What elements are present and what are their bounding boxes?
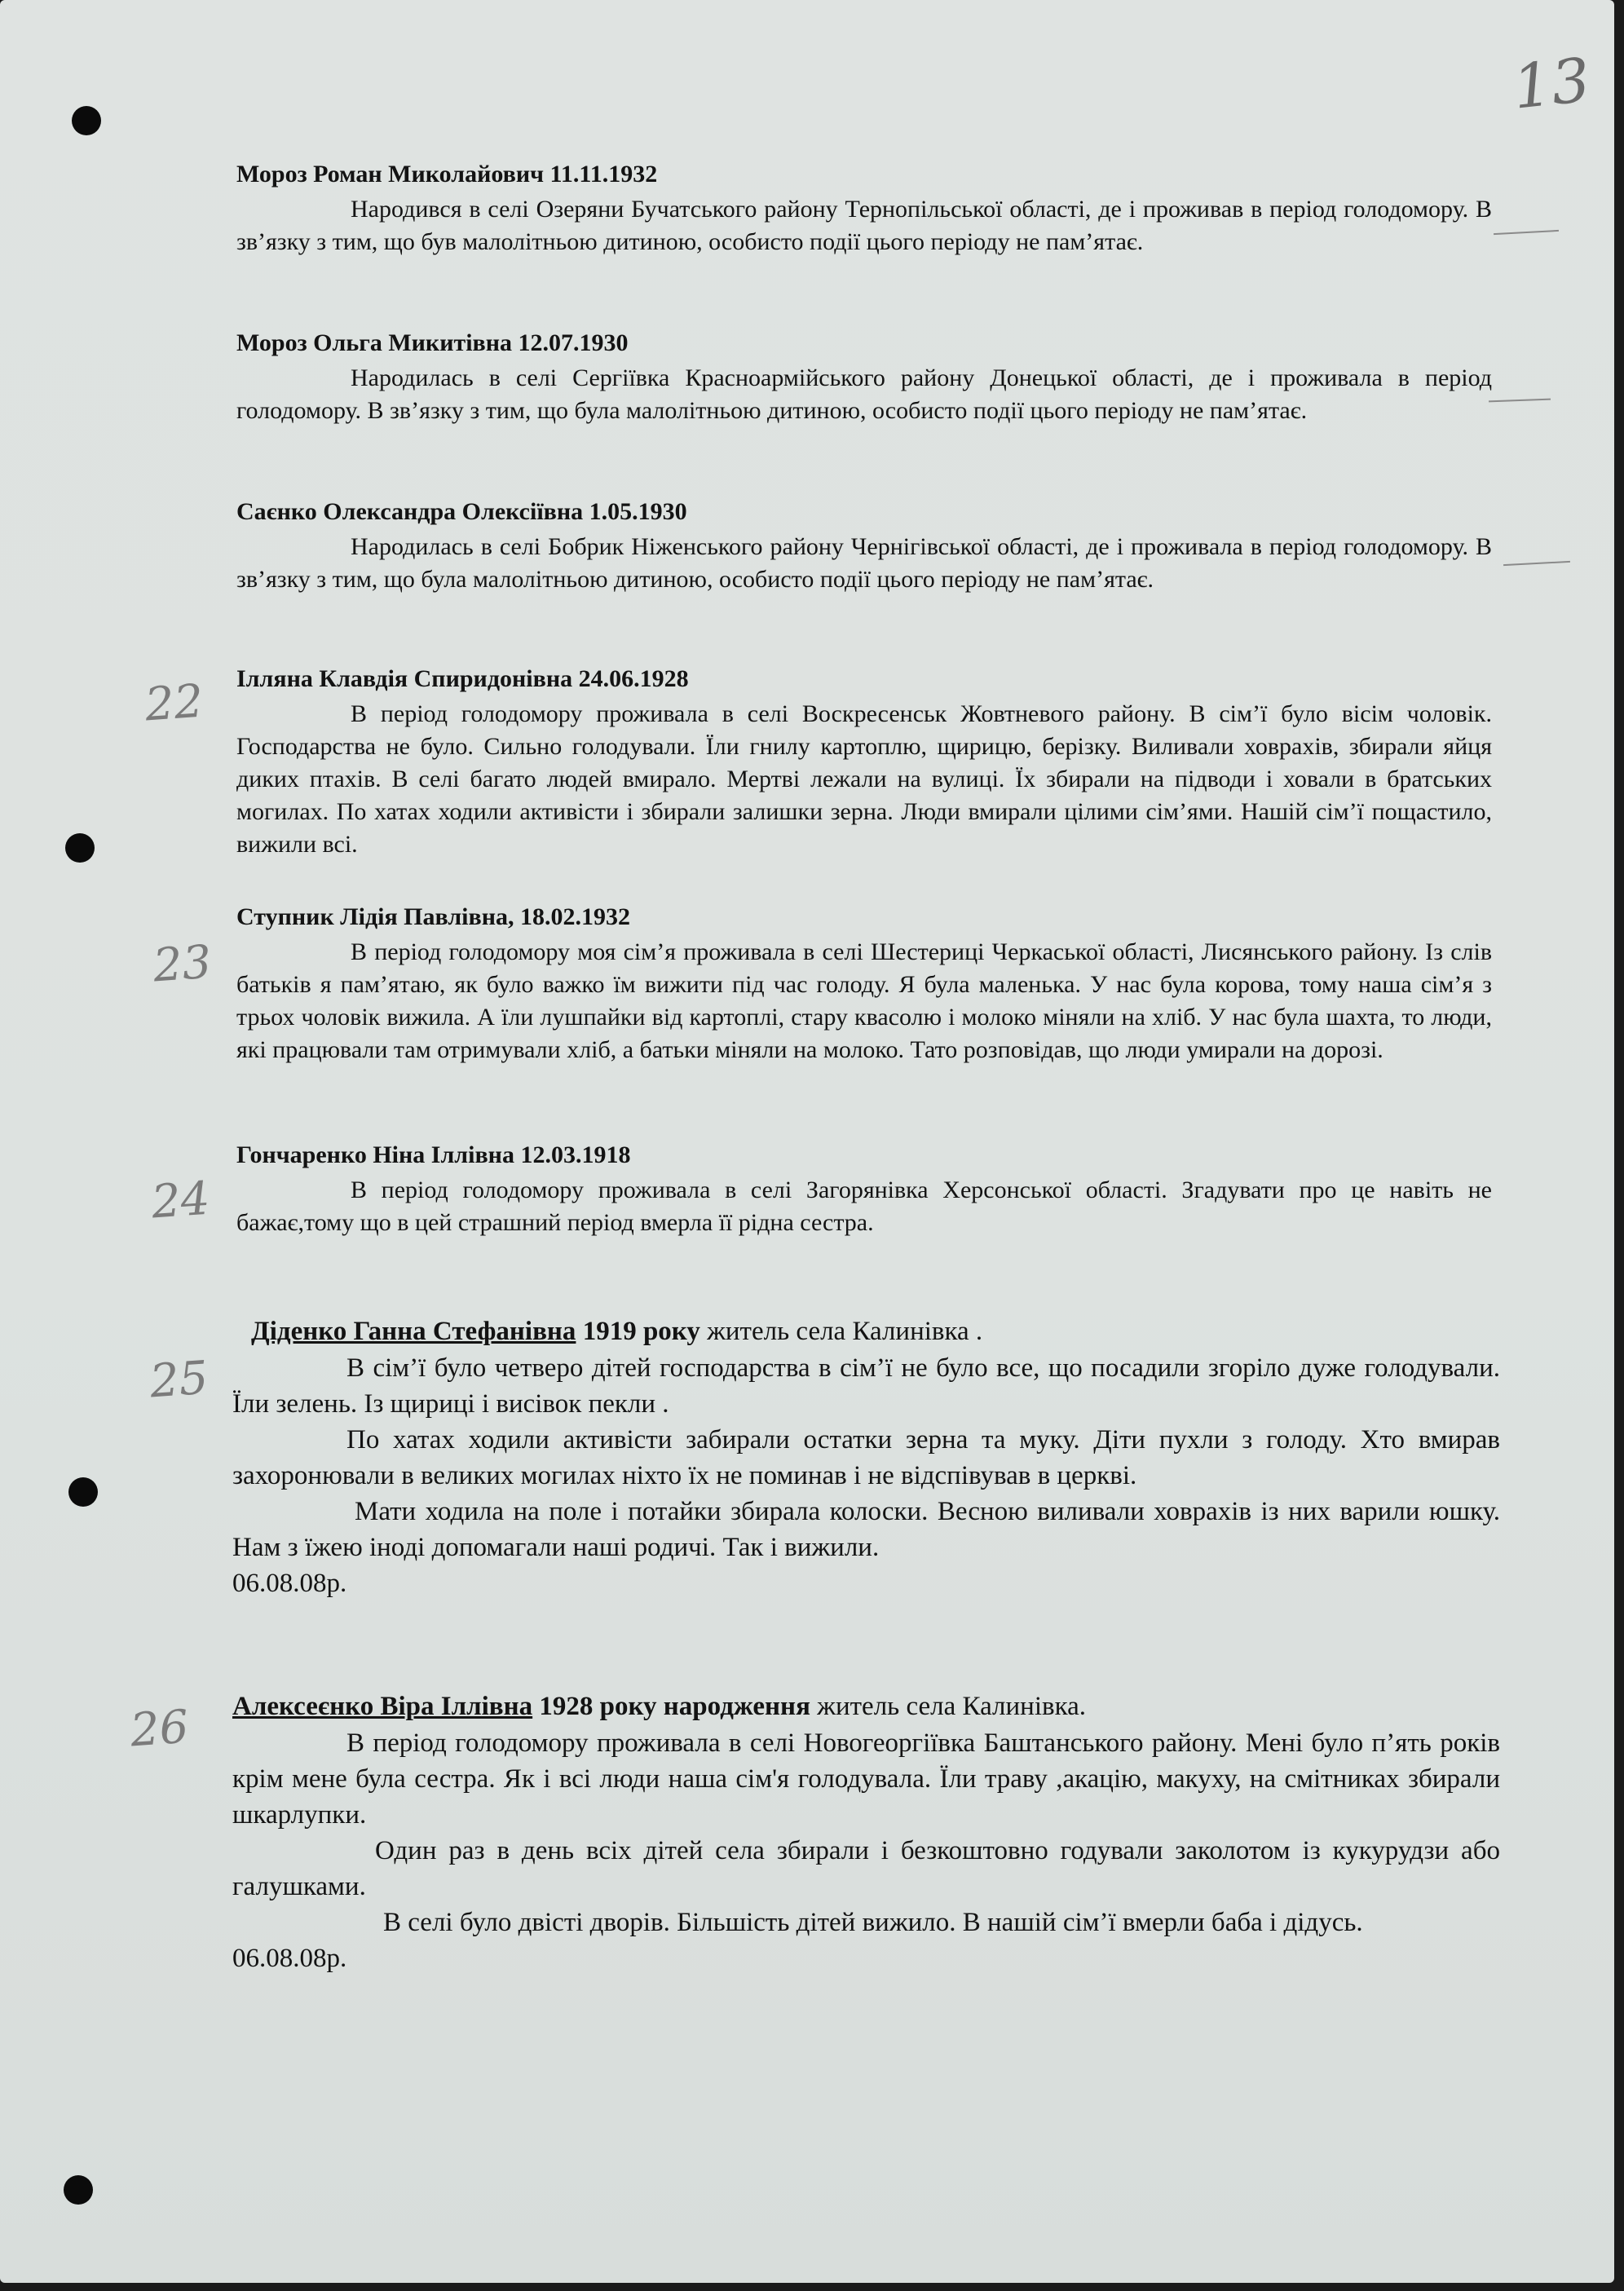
person-name-date: Мороз Ольга Микитівна 12.07.1930	[236, 329, 629, 356]
testimony-paragraph: В селі було двісті дворів. Більшість дітей вижило. В нашій сім’ї вмерли баба і дідусь.	[383, 1908, 1363, 1937]
person-name-date: Ілляна Клавдія Спиридонівна 24.06.1928	[236, 665, 689, 692]
margin-number: 26	[128, 1700, 191, 1758]
testimony-text: В період голодомору проживала в селі Воскресенськ Жовтневого району. В сім’ї було вісім чоловік. Господарства не було. Сильно голодували. Їли гнилу картоплю, щирицю, берізку. Виливали ховрахів, збирали яйця диких птахів. В селі багато людей вмирало. Мертві лежали на вулиці. Їх збирали на підводи і ховали в братських могилах. По хатах ходили активісти і збирали залишки зерна. Люди вмирали цілими сім’ями. Нашій сім’ї пощастило, вижили всі.	[236, 700, 1492, 858]
person-name-date: Саєнко Олександра Олексіївна 1.05.1930	[236, 498, 687, 525]
person-name: Діденко Ганна Стефанівна	[251, 1317, 576, 1346]
punch-hole	[68, 1477, 98, 1507]
entry-heading	[232, 1688, 1500, 1725]
testimony-paragraph: По хатах ходили активісти забирали остатки зерна та муку. Діти пухли з голоду. Хто вмирав захоронювали в великих могилах ніхто їх не поминав і не відспівував в церкві.	[232, 1425, 1500, 1490]
testimony-paragraph: Один раз в день всіх дітей села збирали і безкоштовно годували заколотом із кукурудзи або галушками.	[232, 1836, 1500, 1901]
person-name-date: Гончаренко Ніна Іллівна 12.03.1918	[236, 1141, 631, 1168]
testimony-text: Народилась в селі Бобрик Ніженського району Чернігівської області, де і проживала в період голодомору. В зв’язку з тим, що була малолітньою дитиною, особисто події цього періоду не пам’ятає.	[236, 533, 1492, 593]
pencil-dash	[1489, 399, 1551, 403]
testimony-entry	[236, 660, 1492, 861]
birth-year: 1928 року народження	[539, 1692, 810, 1721]
testimony-paragraph: В сім’ї було четверо дітей господарства в сім’ї не було все, що посадили згоріло дуже голодували. Їли зелень. Із щириці і висівок пекли .	[232, 1353, 1500, 1419]
entry-heading	[232, 1313, 1500, 1350]
punch-hole	[65, 833, 95, 863]
person-name-date: Ступник Лідія Павлівна, 18.02.1932	[236, 903, 630, 930]
testimony-entry	[236, 156, 1492, 258]
person-name-date: Мороз Роман Миколайович 11.11.1932	[236, 161, 658, 188]
testimony-entry	[236, 493, 1492, 596]
pencil-dash	[1503, 561, 1570, 566]
record-date: 06.08.08р.	[232, 1944, 347, 1973]
punch-hole	[72, 106, 101, 135]
margin-number: 23	[151, 935, 214, 993]
residence-note: житель села Калинівка .	[699, 1317, 983, 1346]
testimony-paragraph: В період голодомору проживала в селі Новогеоргіївка Баштанського району. Мені було п’ять років крім мене була сестра. Як і всі люди наша сім'я голодувала. Їли траву ,акацію, макуху, на смітниках збирали шкарлупки.	[232, 1728, 1500, 1830]
testimony-entry	[236, 324, 1492, 427]
margin-number: 22	[143, 674, 205, 732]
testimony-text: В період голодомору моя сім’я проживала в селі Шестериці Черкаської області, Лисянського району. Із слів батьків я пам’ятаю, як було важко їм вижити під час голоду. Я була маленька. У нас була корова, тому наша сім’я з трьох чоловік вижила. А їли лушпайки від картоплі, стару квасолю і молоко міняли на хліб. У нас була шахта, то люди, які працювали там отримували хліб, а батьки міняли на молоко. Тато розповідав, що люди умирали на дорозі.	[236, 938, 1492, 1063]
testimony-entry	[232, 1688, 1500, 1976]
testimony-entry	[232, 1313, 1500, 1601]
birth-year: 1919 року	[582, 1317, 700, 1346]
margin-number: 24	[149, 1172, 212, 1229]
testimony-text: Народився в селі Озеряни Бучатського району Тернопільської області, де і проживав в період голодомору. В зв’язку з тим, що був малолітньою дитиною, особисто події цього періоду не пам’ятає.	[236, 196, 1492, 255]
testimony-entry	[236, 898, 1492, 1066]
punch-hole	[64, 2175, 93, 2205]
testimony-entry	[236, 1137, 1492, 1239]
record-date: 06.08.08р.	[232, 1569, 347, 1598]
testimony-text: В період голодомору проживала в селі Загорянівка Херсонської області. Згадувати про це навіть не бажає,тому що в цей страшний період вмерла її рідна сестра.	[236, 1176, 1492, 1236]
handwritten-page-number: 13	[1509, 45, 1594, 123]
testimony-text: Народилась в селі Сергіївка Красноармійського району Донецької області, де і проживала в період голодомору. В зв’язку з тим, що була малолітньою дитиною, особисто події цього періоду не пам’ятає.	[236, 364, 1492, 424]
margin-number: 25	[148, 1351, 210, 1409]
testimony-paragraph: Мати ходила на поле і потайки збирала колоски. Весною виливали ховрахів із них варили юшку. Нам з їжею іноді допомагали наші родичі. Так і вижили.	[232, 1497, 1500, 1562]
residence-note: житель села Калинівка.	[810, 1692, 1087, 1721]
person-name: Алексеєнко Віра Іллівна	[232, 1692, 533, 1721]
pencil-dash	[1494, 230, 1559, 235]
